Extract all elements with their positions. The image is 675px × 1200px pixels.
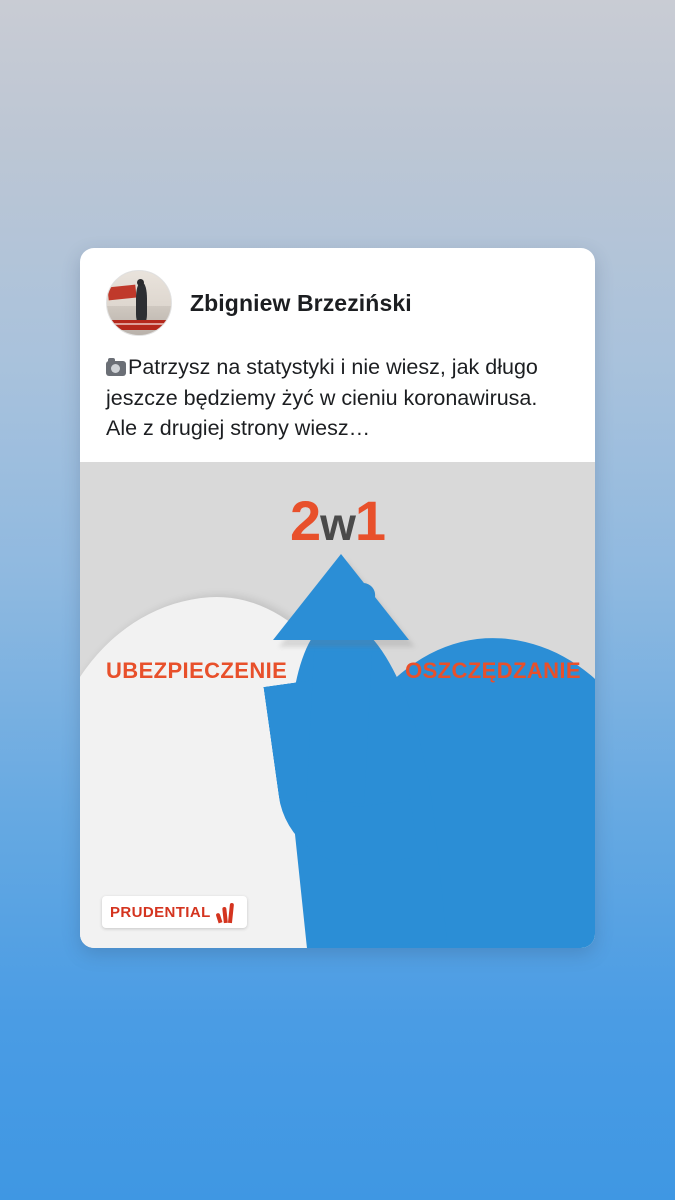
- prudential-logo-icon: [217, 901, 237, 923]
- avatar-bottom-banner: [107, 320, 171, 330]
- brand-name: PRUDENTIAL: [110, 903, 211, 921]
- headline-w: w: [320, 497, 355, 550]
- headline-one: 1: [354, 488, 386, 552]
- post-image[interactable]: [80, 462, 595, 948]
- avatar-person-body: [136, 283, 146, 323]
- post-text-block: [80, 340, 595, 462]
- label-insurance: UBEZPIECZENIE: [106, 657, 288, 683]
- headline-two: 2: [289, 488, 321, 552]
- brand-logo: [102, 896, 247, 928]
- story-card: [80, 248, 595, 948]
- post-header: [80, 248, 595, 340]
- up-arrow-icon: [273, 554, 409, 640]
- image-headline: [80, 488, 595, 553]
- avatar[interactable]: [106, 270, 172, 336]
- author-name[interactable]: Zbigniew Brzeziński: [190, 289, 412, 316]
- label-savings: OSZCZĘDZANIE: [405, 657, 581, 683]
- camera-icon: [106, 361, 126, 376]
- post-text: Patrzysz na statystyki i nie wiesz, jak długo jeszcze będziemy żyć w cieniu koronawirusa. Ale z drugiej strony wiesz…: [106, 355, 538, 441]
